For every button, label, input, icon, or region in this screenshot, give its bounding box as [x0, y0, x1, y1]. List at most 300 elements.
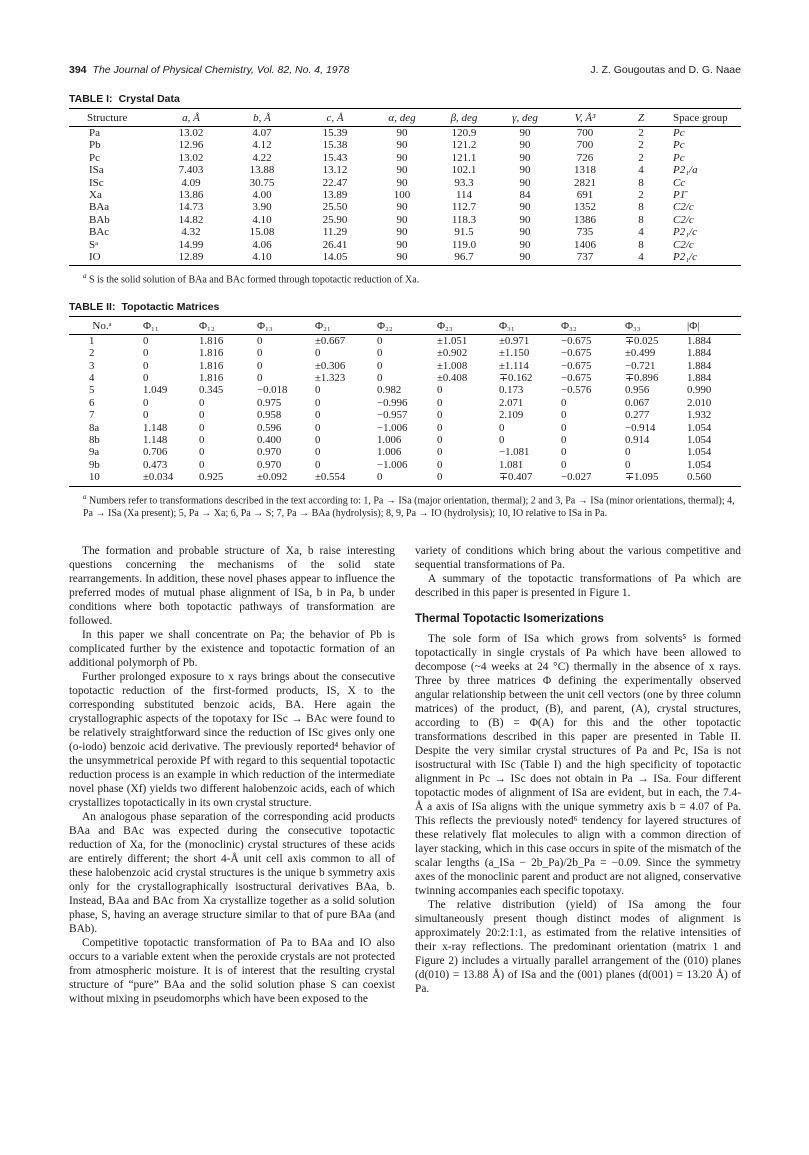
table1-cell: 1406: [574, 238, 596, 251]
table1-cell: IO: [69, 251, 157, 266]
table1-cell: 15.08: [249, 226, 275, 239]
table1-cell: 100: [393, 189, 411, 202]
table1-cell: 119.0: [451, 238, 477, 251]
table2-cell: 0.958: [257, 409, 282, 422]
table1-cell: 2: [638, 189, 644, 202]
table1-cell: 13.89: [322, 189, 348, 202]
table1-cell: Sᵃ: [89, 238, 99, 251]
table1-cell: 90: [495, 251, 555, 266]
table2-cell: 0: [199, 421, 205, 434]
footnote-mark: a: [83, 492, 87, 501]
table1-cell: 11.29: [322, 226, 348, 239]
table2-cell: 0: [143, 359, 149, 372]
table1-cell: 8: [638, 238, 644, 251]
table1-cell: 4.10: [225, 251, 299, 266]
table2-cell: ±1.150: [499, 347, 530, 360]
table1-cell: BAb: [89, 213, 110, 226]
table2-cell: 0: [437, 446, 443, 459]
table2-cell: 0: [315, 409, 321, 422]
table1-header-cell: α, deg: [371, 109, 433, 127]
table2-cell: 0: [561, 446, 567, 459]
table1-cell: C2/c: [673, 213, 694, 226]
table1-footnote-text: S is the solid solution of BAa and BAc formed through topotactic reduction of Xa.: [89, 274, 420, 286]
table2-cell: 0: [437, 409, 443, 422]
table2-cell: 0: [143, 347, 149, 360]
table2-cell: 0.975: [257, 396, 282, 409]
table1-header-cell: c, Å: [299, 109, 371, 127]
table2-cell: 0: [625, 446, 631, 459]
table2-cell: ∓0.025: [625, 334, 659, 347]
table1-header-cell: Z: [615, 109, 667, 127]
table1-cell: 4: [638, 164, 644, 177]
table2-cell: 1.049: [143, 384, 168, 397]
table2-cell: −0.996: [377, 396, 408, 409]
table1-row: [69, 239, 741, 251]
table1-cell: 90: [519, 201, 531, 214]
table2-cell: 0: [143, 396, 149, 409]
table2-row: [69, 446, 741, 458]
table1-cell: 2821: [574, 176, 596, 189]
table2-cell: 2.071: [499, 396, 524, 409]
body-paragraph: In this paper we shall concentrate on Pa; the behavior of Pb is complicated further by the existence and topotactic formation of an additional polymorph of Pb.: [69, 629, 395, 669]
table1-cell: 1352: [574, 201, 596, 214]
table1-cell: 118.3: [451, 213, 477, 226]
table1-cell: 691: [576, 189, 594, 202]
table2-row: [69, 459, 741, 471]
table1-header-cell: β, deg: [433, 109, 495, 127]
table2-cell: 0: [499, 434, 505, 447]
table2-cell: 0: [437, 434, 443, 447]
table1-row: [69, 251, 741, 266]
table2-cell: ±1.114: [499, 359, 529, 372]
author-names: J. Z. Gougoutas and D. G. Naae: [590, 64, 741, 76]
table1-cell: Pa: [89, 127, 100, 139]
table2-cell: 1.054: [687, 446, 712, 459]
table2-cell: 1.006: [377, 446, 402, 459]
table1-cell: 13.12: [322, 164, 348, 177]
left-column: [69, 544, 395, 1006]
table1-cell: 90: [519, 176, 531, 189]
table2-cell: 0.706: [143, 446, 168, 459]
table2-cell: 6: [89, 396, 95, 409]
table1-cell: 30.75: [249, 176, 275, 189]
table2-cell: 8a: [89, 421, 100, 434]
table2-header-cell: Φ₃₃: [617, 316, 679, 334]
table2-cell: ±0.034: [135, 471, 191, 486]
table1-cell: P2₁/c: [667, 251, 741, 266]
page-number: 394: [69, 64, 87, 76]
table2-row: [69, 334, 741, 347]
table1-cell: 93.3: [454, 176, 474, 189]
table2-cell: 0.596: [257, 421, 282, 434]
table1-cell: ISa: [89, 164, 104, 177]
table2-row: [69, 434, 741, 446]
table2-row: [69, 372, 741, 384]
table1-cell: C2/c: [673, 238, 694, 251]
table2-cell: 1.884: [687, 347, 712, 360]
table2-cell: 0: [315, 384, 321, 397]
table2-cell: 0: [199, 434, 205, 447]
table2-row: [69, 397, 741, 409]
table1-cell: 90: [396, 213, 408, 226]
table1-cell: 90: [519, 238, 531, 251]
table1-cell: P1̄: [673, 189, 686, 202]
table2-cell: 0: [437, 421, 443, 434]
table1-label: TABLE I:: [69, 93, 113, 105]
table2-cell: 0: [315, 347, 321, 360]
table1-cell: 14.99: [178, 238, 204, 251]
table2-cell: −0.027: [553, 471, 617, 486]
table2-cell: 0: [199, 446, 205, 459]
table1-cell: 14.82: [178, 213, 204, 226]
table1-cell: 700: [576, 127, 594, 139]
table2-cell: 0.277: [625, 409, 650, 422]
table1-cell: 90: [396, 151, 408, 164]
table2-row: [69, 384, 741, 396]
table1-cell: Cc: [673, 176, 686, 189]
table2-cell: 1.816: [199, 359, 224, 372]
table1-cell: ISc: [89, 176, 104, 189]
table2-cell: 5: [89, 384, 95, 397]
table1-cell: 90: [519, 139, 531, 152]
table2-cell: ∓0.162: [499, 372, 533, 385]
table2-cell: 1.884: [687, 334, 712, 347]
table2-cell: ±0.554: [307, 471, 369, 486]
table1-cell: 121.1: [451, 151, 477, 164]
table2-cell: ±0.902: [437, 347, 468, 360]
table2-cell: 0.956: [625, 384, 650, 397]
table2-cell: 8b: [89, 434, 100, 447]
table2-cell: 0: [377, 334, 383, 347]
table2-cell: 0.914: [625, 434, 650, 447]
table2-cell: −0.957: [377, 409, 408, 422]
table1-cell: 121.2: [451, 139, 477, 152]
table1-row: [69, 201, 741, 213]
table2-cell: 0: [257, 372, 263, 385]
table2-cell: ±0.306: [315, 359, 346, 372]
table1-cell: Pb: [89, 139, 101, 152]
table1-cell: 114: [455, 189, 473, 202]
table2-cell: 0: [143, 409, 149, 422]
table2-cell: ±1.051: [437, 334, 468, 347]
table2-cell: ±1.323: [315, 372, 346, 385]
table1-cell: 12.89: [157, 251, 225, 266]
body-paragraph: A summary of the topotactic transformations of Pa which are described in this paper is presented in Figure 1.: [415, 573, 741, 599]
table1-cell: 12.96: [178, 139, 204, 152]
table1-cell: BAc: [89, 226, 110, 239]
table2-cell: 9b: [89, 458, 100, 471]
table1-cell: 15.39: [322, 127, 348, 139]
table2-cell: −0.914: [625, 421, 656, 434]
table1-cell: C2/c: [673, 201, 694, 214]
table2-label: TABLE II:: [69, 300, 116, 313]
table1-row: [69, 226, 741, 238]
table1-cell: 96.7: [433, 251, 495, 266]
table2-cell: 1.006: [377, 434, 402, 447]
table1-cell: Pc: [673, 151, 685, 164]
table1-cell: 90: [396, 201, 408, 214]
table2-cell: 0: [437, 458, 443, 471]
table2-cell: 2.010: [687, 396, 712, 409]
body-paragraph: Competitive topotactic transformation of Pa to BAa and IO also occurs to a variable extent when the peroxide crystals are not protected from atmospheric moisture. It is of interest that the resulting crystal structure of “pure” BAa and the solid solution phase S can coexist without mixing in pseudomorphs which have been exposed to the: [69, 937, 395, 1005]
table1-cell: 4.07: [252, 127, 272, 139]
table2-cell: 0: [257, 334, 263, 347]
crystal-data-table: [69, 108, 741, 266]
table1-cell: 15.43: [322, 151, 348, 164]
table2-cell: 0: [199, 396, 205, 409]
table1-cell: 2: [638, 151, 644, 164]
table2-cell: 0.970: [257, 446, 282, 459]
table1-cell: 112.7: [451, 201, 477, 214]
table2-cell: 0: [199, 409, 205, 422]
table1-cell: 26.41: [322, 238, 348, 251]
table2-cell: 0: [199, 458, 205, 471]
table2-header-cell: Φ₃₁: [491, 316, 553, 334]
table1-cell: 90: [519, 127, 531, 139]
table2-cell: 1.054: [687, 421, 712, 434]
table1-cell: 25.90: [322, 213, 348, 226]
table2-cell: −0.675: [561, 372, 592, 385]
table2-cell: 0: [143, 334, 149, 347]
body-paragraph: Further prolonged exposure to x rays brings about the consecutive topotactic reduction of the first-formed products, IS, X to the corresponding substituted benzoic acids, BA. Here again the crystallographic aspects of the topotaxy for ISc → BAc were found to be relatively straightforward since the reduction of ISc gives only one (o-iodo) benzoic acid derivative. The previously reported⁴ behavior of the unsymmetrical peroxide Pf with regard to this sequential topotactic reduction process is an example in which reduction of the intermediate novel phase (Xf) yields two different halobenzoic acids, each of which crystallizes topotactically in its own crystal structure.: [69, 671, 395, 809]
table1-cell: Pc: [673, 139, 685, 152]
table2-cell: 0.970: [257, 458, 282, 471]
table2-cell: −0.576: [561, 384, 592, 397]
table1-cell: 84: [519, 189, 531, 202]
table2-cell: 1.884: [687, 359, 712, 372]
table1-cell: 90: [371, 251, 433, 266]
table2-cell: 0.173: [499, 384, 524, 397]
table2-row: [69, 409, 741, 421]
table2-cell: 1.932: [687, 409, 712, 422]
table2-cell: 0: [561, 409, 567, 422]
footnote-mark: a: [83, 272, 87, 281]
table2-header-cell: No.ᵃ: [69, 316, 135, 334]
table2-cell: 0: [437, 384, 443, 397]
table1-cell: 13.02: [178, 151, 204, 164]
table2-cell: ∓0.896: [625, 372, 659, 385]
table1-cell: 15.38: [322, 139, 348, 152]
table2-cell: 0: [437, 396, 443, 409]
table1-cell: 2: [638, 127, 644, 139]
table2-cell: −1.006: [377, 458, 408, 471]
table2-cell: 0: [561, 458, 567, 471]
table2-cell: −0.018: [257, 384, 288, 397]
table1-cell: 2: [638, 139, 644, 152]
table2-cell: 0.990: [687, 384, 712, 397]
table2-header-cell: |Φ|: [679, 316, 741, 334]
table2-cell: ±0.092: [249, 471, 307, 486]
table1-header-cell: V, Å³: [555, 109, 615, 127]
table2-header-cell: Φ₁₃: [249, 316, 307, 334]
table1-header-cell: γ, deg: [495, 109, 555, 127]
table1-header-cell: Space group: [667, 109, 741, 127]
body-paragraph: The relative distribution (yield) of ISa among the four simultaneously present though distinct modes of alignment is approximately 20:2:1:1, as estimated from the relative intensities of their x-ray reflections. The predominant orientation (matrix 1 and Figure 2) includes a virtually parallel arrangement of the (010) planes (d(010) = 13.88 Å) of ISa and the (001) planes (d(001) = 13.20 Å) of Pa.: [415, 899, 741, 995]
body-paragraph: An analogous phase separation of the corresponding acid products BAa and BAc was expected during the consecutive topotactic reduction of Xa, for the (monoclinic) crystal structures of these acids are entirely different; the short 4-Å unit cell axis common to all of these halobenzoic acid crystal structures is the unique b symmetry axis only for the crystallographically isostructural derivatives BAa, b. Instead, BAa and BAc from Xa crystallize together as a solid solution phase, S, having an average structure similar to that of pure BAa (and BAb).: [69, 811, 395, 935]
table1-cell: 102.1: [451, 164, 477, 177]
right-intro: [415, 544, 741, 600]
table1-row: [69, 214, 741, 226]
table1-cell: 90: [396, 176, 408, 189]
table1-cell: 4.00: [252, 189, 272, 202]
table2-cell: 1.884: [687, 372, 712, 385]
body-columns: [69, 544, 741, 1006]
table2-cell: 0: [625, 458, 631, 471]
table1-cell: 22.47: [322, 176, 348, 189]
body-paragraph: The formation and probable structure of Xa, b raise interesting questions concerning the mechanisms of the solid state rearrangements. In addition, these novel phases appear to influence the preferred modes of mutual phase alignment of ISa, b in Pa, b under conditions where both topotactic pathways of transformation are followed.: [69, 545, 395, 627]
table1-header-cell: a, Å: [157, 109, 225, 127]
table2-cell: 0: [561, 421, 567, 434]
table2-cell: 0: [377, 372, 383, 385]
table2-footnote-text: Numbers refer to transformations described in the text according to: 1, Pa → ISa (major orientation, thermal); 2 and 3, Pa → ISa (minor orientations, thermal); 4, Pa → ISa (Xa present); 5, Pa → Xa; 6, Pa → S; 7, Pa → BAa (hydrolysis); 8, 9, Pa → IO (hydrolysis); 10, IO relative to ISa in Pa.: [83, 495, 735, 519]
table2-header-cell: Φ₁₂: [191, 316, 249, 334]
table2-header-cell: Φ₁₁: [135, 316, 191, 334]
table2-cell: 0: [315, 396, 321, 409]
table2-cell: 0.560: [679, 471, 741, 486]
table1-cell: 4.32: [181, 226, 201, 239]
table1-cell: 700: [576, 139, 594, 152]
journal-page: [69, 64, 741, 1006]
table2-cell: 0: [257, 359, 263, 372]
table1-cell: 90: [519, 213, 531, 226]
table1-cell: Pc: [673, 127, 685, 139]
table1-cell: 1318: [574, 164, 596, 177]
table1-cell: BAa: [89, 201, 110, 214]
table1-cell: 7.403: [178, 164, 204, 177]
table2-cell: 1.148: [143, 421, 168, 434]
table2-cell: 0.982: [377, 384, 402, 397]
table2-row: [69, 347, 741, 359]
table2-row: [69, 422, 741, 434]
table1-cell: 90: [396, 226, 408, 239]
table2-cell: 7: [89, 409, 95, 422]
table2-cell: ±0.499: [625, 347, 656, 360]
table1-cell: 14.05: [299, 251, 371, 266]
table2-cell: 0.345: [199, 384, 224, 397]
table2-cell: 0: [257, 347, 263, 360]
table2-cell: −0.675: [561, 359, 592, 372]
table2-header-cell: Φ₂₁: [307, 316, 369, 334]
body-paragraph: variety of conditions which bring about the various competitive and sequential transformations of Pa.: [415, 545, 741, 571]
table2-cell: 1: [89, 334, 95, 347]
table1-cell: 8: [638, 201, 644, 214]
table2-cell: ±0.971: [499, 334, 530, 347]
table1-cell: 4.06: [252, 238, 272, 251]
table2-cell: 1.148: [143, 434, 168, 447]
table1-cell: 13.02: [178, 127, 204, 139]
table1-cell: 735: [576, 226, 594, 239]
table1-cell: 25.50: [322, 201, 348, 214]
table1-cell: 90: [519, 164, 531, 177]
table1-cell: 120.9: [451, 127, 477, 139]
section-heading: Thermal Topotactic Isomerizations: [415, 613, 604, 625]
table1-cell: Pc: [89, 151, 100, 164]
table1-cell: 726: [576, 151, 594, 164]
table2-cell: 0: [377, 347, 383, 360]
table1-cell: 1386: [574, 213, 596, 226]
table2-cell: 1.054: [687, 434, 712, 447]
table1-row: [69, 152, 741, 164]
table1-cell: 90: [519, 151, 531, 164]
table1-row: [69, 127, 741, 140]
table2-cell: ±0.667: [315, 334, 346, 347]
table2-cell: 0.925: [191, 471, 249, 486]
table1-cell: 90: [396, 127, 408, 139]
table2-cell: ±0.408: [437, 372, 468, 385]
table1-cell: 90: [519, 226, 531, 239]
table2-cell: −0.675: [561, 334, 592, 347]
table2-title: Topotactic Matrices: [121, 300, 220, 313]
table2-caption: [69, 301, 741, 313]
table2-row: [69, 360, 741, 372]
table1-cell: 4: [615, 251, 667, 266]
table2-cell: 0: [561, 396, 567, 409]
table2-cell: −1.081: [499, 446, 530, 459]
table1-cell: P2₁/c: [673, 226, 697, 239]
table2-cell: 2.109: [499, 409, 524, 422]
topotactic-matrices-table: [69, 316, 741, 487]
table1-title: Crystal Data: [118, 93, 180, 105]
table1-cell: 90: [396, 238, 408, 251]
table2-cell: 0: [561, 434, 567, 447]
table1-cell: 8: [638, 213, 644, 226]
table2-cell: −1.006: [377, 421, 408, 434]
table1-cell: 13.86: [178, 189, 204, 202]
table2-cell: 0: [315, 458, 321, 471]
table1-row: [69, 177, 741, 189]
table1-cell: 4.12: [252, 139, 272, 152]
table2-cell: 0: [369, 471, 429, 486]
table1-footnote: [83, 270, 741, 286]
table1-cell: 4.10: [252, 213, 272, 226]
table1-cell: P2₁/a: [673, 164, 698, 177]
table1-cell: 90: [396, 164, 408, 177]
table2-cell: ∓0.407: [491, 471, 553, 486]
table2-cell: 0.473: [143, 458, 168, 471]
table2-header-cell: Φ₂₃: [429, 316, 491, 334]
section-body: [415, 632, 741, 996]
table1-cell: 4.22: [252, 151, 272, 164]
table1-cell: 14.73: [178, 201, 204, 214]
table2-cell: 0.067: [625, 396, 650, 409]
table2-cell: 9a: [89, 446, 100, 459]
table2-cell: 0: [315, 421, 321, 434]
table2-cell: 1.081: [499, 458, 524, 471]
table2-cell: −0.675: [561, 347, 592, 360]
table2-cell: 0.400: [257, 434, 282, 447]
table2-cell: 0: [429, 471, 491, 486]
body-paragraph: The sole form of ISa which grows from solvents⁵ is formed topotactically in single crystals of Pa which have been allowed to decompose (~4 weeks at 24 °C) thermally in the absence of x rays. Three by three matrices Φ defining the experimentally observed angular relationship between the unit cell vectors (one by three column matrices) of the product, (B), and parent, (A), crystal structures, according to (B) = Φ(A) for this and the other topotactic transformations described in this paper are presented in Table II. Despite the very similar crystal structures of Pa and Pc, ISa is not isostructural with ISc (Table I) and the high specificity of topotactic alignment in Pc → ISc does not obtain in Pa → ISa. Four different topotactic modes of alignment of ISa are evident, but in each, the 7.4-Å a axis of ISa aligns with the unique symmetry axis b = 4.07 of Pa. This reflects the previously noted⁶ tendency for layered structures of these relatively flat molecules to align with a common direction of layer stacking, which in this case occurs in spite of the mismatch of the scalar lengths (a_ISa − 2b_Pa)/2b_Pa = −0.09. Since the symmetry axes of the monoclinic parent and product are not aligned, conservative twinning accompanies each specific topotaxy.: [415, 633, 741, 897]
table1-header-cell: b, Å: [225, 109, 299, 127]
table2-cell: 1.816: [199, 372, 224, 385]
table2-cell: 2: [89, 347, 95, 360]
table2-cell: 4: [89, 372, 95, 385]
table2-cell: 0: [315, 446, 321, 459]
table1-cell: 13.88: [249, 164, 275, 177]
table2-header-cell: Φ₂₂: [369, 316, 429, 334]
table2-cell: 0: [377, 359, 383, 372]
table1-cell: 737: [555, 251, 615, 266]
table1-cell: 4: [638, 226, 644, 239]
table2-cell: 1.054: [687, 458, 712, 471]
table2-cell: 1.816: [199, 334, 224, 347]
table1-cell: 90: [396, 139, 408, 152]
table1-cell: Xa: [89, 189, 102, 202]
table2-footnote: [83, 491, 741, 520]
table2-cell: ±1.008: [437, 359, 468, 372]
table2-cell: ∓1.095: [617, 471, 679, 486]
table2-header-cell: Φ₃₂: [553, 316, 617, 334]
